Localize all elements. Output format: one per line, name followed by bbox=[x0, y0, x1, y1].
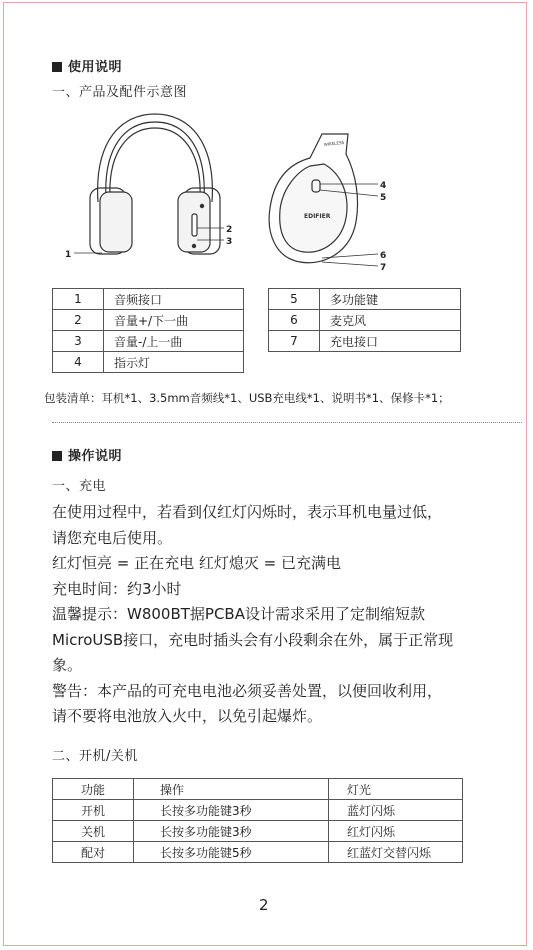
section-title-operation bbox=[52, 445, 122, 464]
table-cell: 长按多功能键3秒 bbox=[134, 800, 329, 821]
section-title-usage bbox=[52, 56, 122, 75]
part-name: 音量-/上一曲 bbox=[104, 331, 244, 352]
table-row bbox=[53, 842, 463, 863]
table-cell: 红灯闪烁 bbox=[329, 821, 463, 842]
part-number: 6 bbox=[269, 310, 320, 331]
table-row bbox=[53, 821, 463, 842]
table-cell: 关机 bbox=[53, 821, 134, 842]
table-row bbox=[53, 331, 244, 352]
power-heading: 二、开机/关机 bbox=[52, 749, 138, 764]
callout-6: 6 bbox=[380, 251, 387, 261]
part-number: 4 bbox=[53, 352, 104, 373]
part-name: 多功能键 bbox=[320, 289, 461, 310]
paragraph-line: 请您充电后使用。 bbox=[52, 528, 173, 547]
part-number: 5 bbox=[269, 289, 320, 310]
part-number: 7 bbox=[269, 331, 320, 352]
dotted-divider bbox=[52, 422, 522, 423]
diagram-subtitle: 一、产品及配件示意图 bbox=[52, 85, 188, 100]
callout-5: 5 bbox=[380, 193, 387, 203]
table-header-row bbox=[53, 779, 463, 800]
table-cell: 长按多功能键3秒 bbox=[134, 821, 329, 842]
package-contents: 包装清单：耳机*1、3.5mm音频线*1、USB充电线*1、说明书*1、保修卡*1； bbox=[44, 391, 450, 405]
part-name: 音量+/下一曲 bbox=[104, 310, 244, 331]
part-name: 充电接口 bbox=[320, 331, 461, 352]
table-cell: 开机 bbox=[53, 800, 134, 821]
paragraph-line: 温馨提示：W800BT据PCBA设计需求采用了定制缩短款 bbox=[52, 605, 425, 623]
column-header: 功能 bbox=[53, 779, 134, 800]
paragraph-line: 红灯恒亮 = 正在充电 红灯熄灭 = 已充满电 bbox=[52, 554, 341, 572]
square-bullet-icon bbox=[52, 62, 62, 72]
operations-table bbox=[52, 778, 463, 863]
brand-logo: EDIFIER bbox=[304, 213, 331, 220]
table-row bbox=[53, 800, 463, 821]
part-number: 3 bbox=[53, 331, 104, 352]
paragraph-line: 象。 bbox=[52, 656, 83, 674]
part-name: 指示灯 bbox=[104, 352, 244, 373]
callout-1: 1 bbox=[65, 250, 72, 260]
table-cell: 蓝灯闪烁 bbox=[329, 800, 463, 821]
paragraph-line: 警告：本产品的可充电电池必须妥善处置，以便回收利用， bbox=[52, 681, 443, 700]
table-cell: 配对 bbox=[53, 842, 134, 863]
table-row bbox=[53, 310, 244, 331]
headphones-front-illustration bbox=[90, 114, 220, 254]
table-row bbox=[269, 310, 461, 331]
parts-table-left bbox=[52, 288, 244, 373]
part-number: 1 bbox=[53, 289, 104, 310]
paragraph-line: MicroUSB接口，充电时插头会有小段剩余在外，属于正常现 bbox=[52, 630, 454, 649]
table-row bbox=[53, 352, 244, 373]
paragraph-line: 充电时间：约3小时 bbox=[52, 579, 182, 598]
headphones-side-illustration bbox=[269, 134, 357, 263]
callout-7: 7 bbox=[380, 263, 387, 273]
callout-4: 4 bbox=[380, 181, 387, 191]
table-row bbox=[269, 289, 461, 310]
table-row bbox=[53, 289, 244, 310]
section-title-text: 使用说明 bbox=[68, 60, 123, 75]
part-number: 2 bbox=[53, 310, 104, 331]
callout-3: 3 bbox=[226, 237, 233, 247]
table-row bbox=[269, 331, 461, 352]
table-cell: 红蓝灯交替闪烁 bbox=[329, 842, 463, 863]
square-bullet-icon bbox=[52, 451, 62, 461]
page-number: 2 bbox=[259, 896, 269, 914]
product-diagram bbox=[60, 110, 400, 280]
table-cell: 长按多功能键5秒 bbox=[134, 842, 329, 863]
parts-table-right bbox=[268, 288, 461, 352]
part-name: 音频接口 bbox=[104, 289, 244, 310]
charging-heading: 一、充电 bbox=[52, 479, 107, 494]
column-header: 灯光 bbox=[329, 779, 463, 800]
column-header: 操作 bbox=[134, 779, 329, 800]
charging-instructions bbox=[52, 500, 453, 730]
band-label: WIRELESS bbox=[323, 139, 345, 147]
section-title-text: 操作说明 bbox=[68, 449, 123, 464]
paragraph-line: 请不要将电池放入火中，以免引起爆炸。 bbox=[52, 707, 323, 725]
paragraph-line: 在使用过程中，若看到仅红灯闪烁时，表示耳机电量过低， bbox=[52, 503, 443, 521]
callout-2: 2 bbox=[226, 225, 233, 235]
part-name: 麦克风 bbox=[320, 310, 461, 331]
